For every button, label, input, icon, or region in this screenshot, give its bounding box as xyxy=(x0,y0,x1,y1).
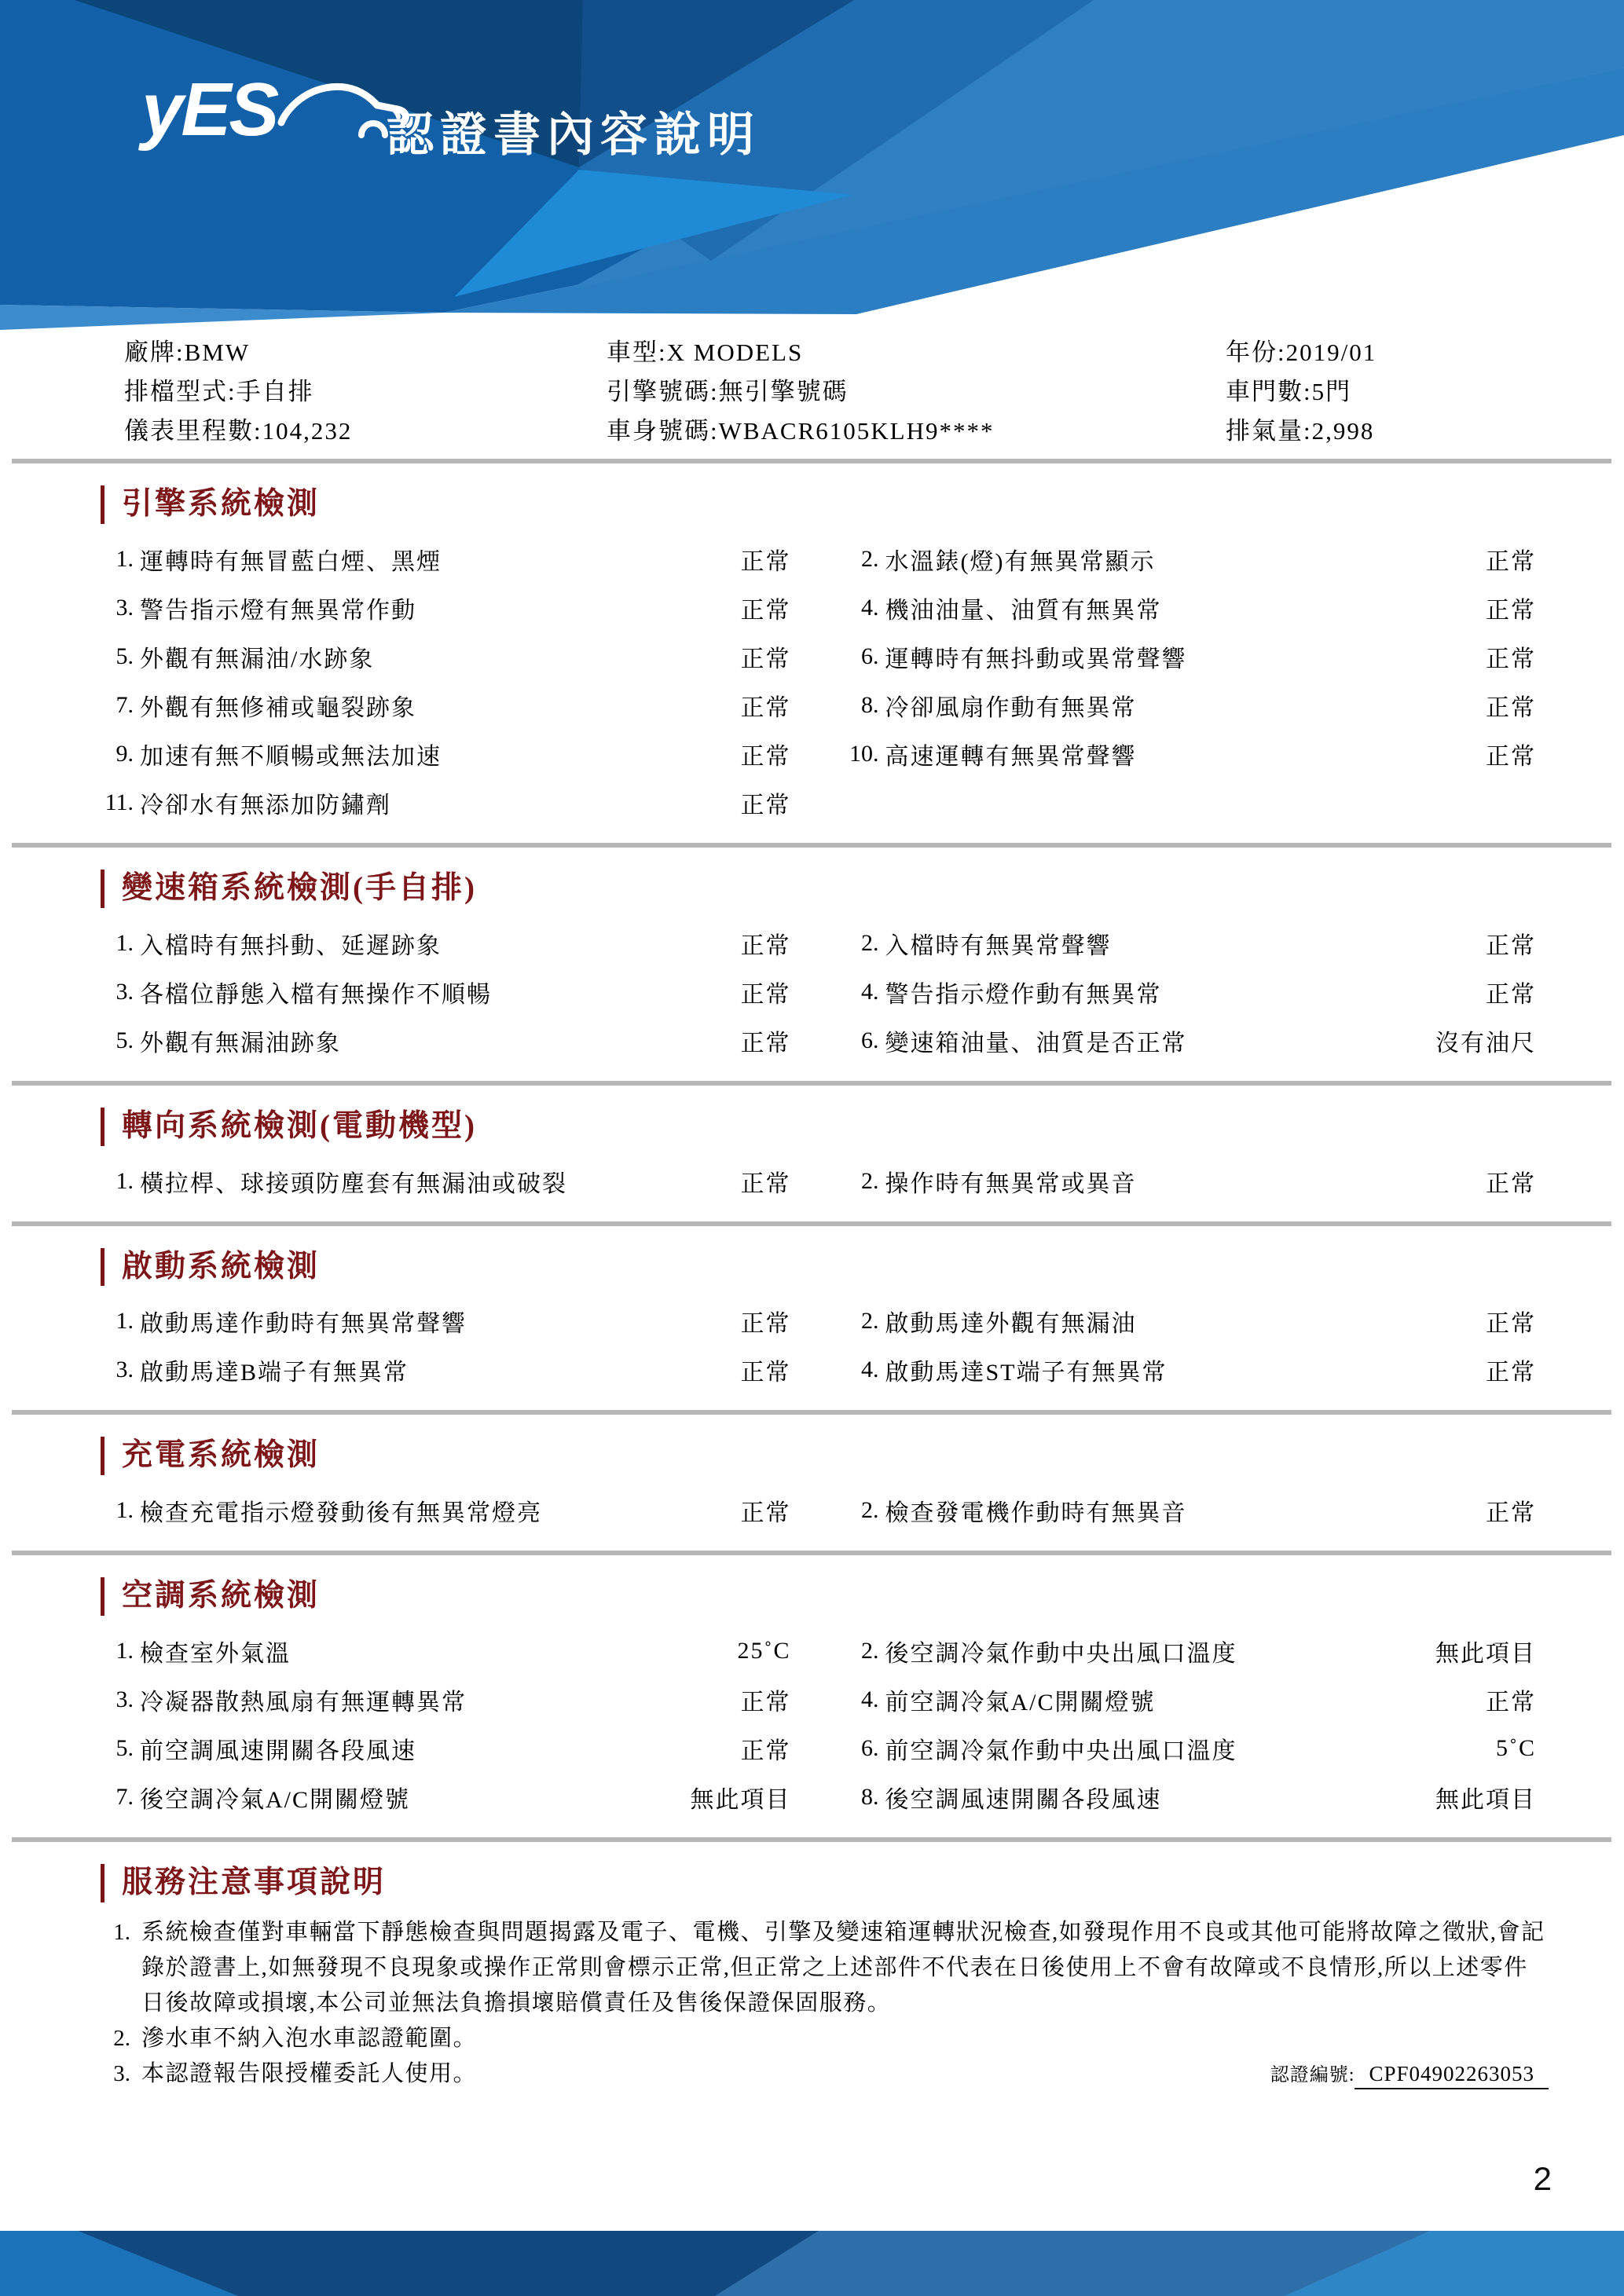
item-status: 正常 xyxy=(740,1360,791,1386)
item-status: 沒有油尺 xyxy=(1435,1030,1536,1056)
item-label: 外觀有無漏油/水跡象 xyxy=(140,646,375,672)
section-divider xyxy=(12,1837,1611,1842)
service-note xyxy=(96,1915,1549,2021)
item-number: 10. xyxy=(849,740,879,767)
note-number: 2. xyxy=(113,2025,130,2051)
item-status: 正常 xyxy=(740,1030,791,1056)
item-status: 正常 xyxy=(1486,1360,1536,1386)
item-number: 3. xyxy=(115,978,134,1005)
item-status: 正常 xyxy=(1486,1500,1536,1527)
section-title: 充電系統檢測 xyxy=(101,1437,1624,1475)
item-label: 運轉時有無冒藍白煙、黑煙 xyxy=(140,548,442,575)
item-number: 1. xyxy=(115,1308,134,1335)
inspection-item xyxy=(837,1627,1537,1675)
inspection-items xyxy=(0,908,1624,1073)
note-text: 滲水車不納入泡水車認證範圍。 xyxy=(141,2025,478,2051)
yes-logo-text: yES xyxy=(141,68,277,152)
inspection-item xyxy=(837,968,1537,1016)
item-label: 後空調風速開關各段風速 xyxy=(885,1787,1162,1814)
item-status: 正常 xyxy=(1486,597,1536,624)
vehicle-info-item: 車門數:5門 xyxy=(1226,378,1352,405)
inspection-item xyxy=(837,1346,1537,1394)
item-label: 外觀有無漏油跡象 xyxy=(140,1030,341,1056)
inspection-item xyxy=(91,919,791,968)
item-number: 7. xyxy=(115,691,134,718)
item-status: 無此項目 xyxy=(1435,1787,1536,1814)
certificate-number-value: CPF04902263053 xyxy=(1355,2062,1549,2089)
item-label: 啟動馬達ST端子有無異常 xyxy=(885,1360,1168,1386)
item-number: 8. xyxy=(861,1784,879,1811)
inspection-item xyxy=(837,1016,1537,1065)
note-text: 系統檢查僅對車輛當下靜態檢查與問題揭露及電子、電機、引擎及變速箱運轉狀況檢查,如發現作用不良或其他可能將故障之徵狀,會記錄於證書上,如無發現不良現象或操作正常則會標示正常,但正常之上述部件不代表在日後使用上不會有故障或不良情形,所以上述零件日後故障或損壞,本公司並無法負擔損壞賠償責任及售後保證保固服務。 xyxy=(141,1919,1545,2016)
item-number: 2. xyxy=(861,1308,879,1335)
certificate-number-label: 認證編號: xyxy=(1270,2064,1355,2085)
page-header xyxy=(0,0,1624,330)
item-status: 無此項目 xyxy=(1435,1641,1536,1668)
inspection-item xyxy=(837,535,1537,584)
section-divider xyxy=(12,1410,1611,1415)
vehicle-info-section xyxy=(0,330,1624,451)
inspection-item xyxy=(837,730,1537,778)
section-divider xyxy=(12,1221,1611,1226)
item-number: 5. xyxy=(115,1735,134,1762)
item-status: 5˚C xyxy=(1496,1735,1536,1762)
item-label: 後空調冷氣作動中央出風口溫度 xyxy=(885,1641,1237,1668)
section-divider xyxy=(12,459,1611,463)
item-label: 操作時有無異常或異音 xyxy=(885,1170,1137,1197)
item-status: 正常 xyxy=(740,743,791,770)
inspection-items xyxy=(0,524,1624,835)
inspection-items xyxy=(0,1616,1624,1829)
page-number: 2 xyxy=(1533,2160,1552,2197)
item-status: 正常 xyxy=(740,1500,791,1527)
page-title: 認證書內容說明 xyxy=(387,108,761,161)
inspection-item xyxy=(91,584,791,632)
inspection-item xyxy=(837,632,1537,681)
inspection-item xyxy=(91,968,791,1016)
item-label: 前空調冷氣A/C開關燈號 xyxy=(885,1690,1156,1716)
inspection-item xyxy=(837,1675,1537,1724)
item-number: 9. xyxy=(115,740,134,767)
item-status: 正常 xyxy=(1486,1690,1536,1716)
footer-background-graphic xyxy=(0,2231,1624,2296)
item-label: 警告指示燈作動有無異常 xyxy=(885,981,1162,1008)
inspection-section xyxy=(0,870,1624,1073)
item-number: 3. xyxy=(115,1357,134,1383)
item-status: 正常 xyxy=(740,932,791,959)
item-status: 正常 xyxy=(740,1738,791,1765)
item-status: 正常 xyxy=(740,1170,791,1197)
item-label: 冷卻水有無添加防鏽劑 xyxy=(140,792,391,818)
item-number: 4. xyxy=(861,594,879,621)
section-title: 引擎系統檢測 xyxy=(101,485,1624,524)
item-number: 3. xyxy=(115,594,134,621)
inspection-section xyxy=(0,1577,1624,1829)
item-status: 正常 xyxy=(740,792,791,818)
item-number: 2. xyxy=(861,1497,879,1524)
item-label: 冷卻風扇作動有無異常 xyxy=(885,694,1137,721)
inspection-items xyxy=(0,1286,1624,1402)
item-label: 檢查發電機作動時有無異音 xyxy=(885,1500,1187,1527)
item-label: 加速有無不順暢或無法加速 xyxy=(140,743,442,770)
item-label: 啟動馬達作動時有無異常聲響 xyxy=(140,1311,467,1338)
item-label: 機油油量、油質有無異常 xyxy=(885,597,1162,624)
item-number: 6. xyxy=(861,1735,879,1762)
item-number: 1. xyxy=(115,1167,134,1194)
inspection-item xyxy=(91,681,791,730)
item-number: 2. xyxy=(861,929,879,956)
item-label: 各檔位靜態入檔有無操作不順暢 xyxy=(140,981,492,1008)
yes-logo xyxy=(141,68,415,154)
inspection-item xyxy=(91,1773,791,1822)
inspection-section xyxy=(0,1248,1624,1403)
inspection-item xyxy=(837,584,1537,632)
item-label: 檢查室外氣溫 xyxy=(140,1641,291,1668)
inspection-item xyxy=(91,1724,791,1773)
section-title: 空調系統檢測 xyxy=(101,1577,1624,1616)
item-number: 1. xyxy=(115,545,134,572)
inspection-item xyxy=(91,1486,791,1535)
section-divider xyxy=(12,1551,1611,1555)
inspection-item xyxy=(91,535,791,584)
item-number: 5. xyxy=(115,643,134,669)
item-status: 正常 xyxy=(1486,694,1536,721)
item-label: 檢查充電指示燈發動後有無異常燈亮 xyxy=(140,1500,542,1527)
item-number: 2. xyxy=(861,1167,879,1194)
vehicle-info-item: 排檔型式:手自排 xyxy=(124,378,314,405)
inspection-item xyxy=(91,1016,791,1065)
vehicle-info-item: 車型:X MODELS xyxy=(607,339,804,366)
item-label: 前空調風速開關各段風速 xyxy=(140,1738,416,1765)
section-divider xyxy=(12,843,1611,848)
item-status: 正常 xyxy=(1486,548,1536,575)
item-label: 入檔時有無抖動、延遲跡象 xyxy=(140,932,442,959)
vehicle-info-item: 儀表里程數:104,232 xyxy=(124,417,353,445)
inspection-item xyxy=(91,1675,791,1724)
section-title: 啟動系統檢測 xyxy=(101,1248,1624,1287)
inspection-item xyxy=(91,1297,791,1346)
vehicle-info-item: 排氣量:2,998 xyxy=(1226,417,1375,445)
item-status: 正常 xyxy=(1486,743,1536,770)
inspection-item xyxy=(91,1627,791,1675)
item-status: 正常 xyxy=(740,1311,791,1338)
inspection-item xyxy=(837,681,1537,730)
item-status: 正常 xyxy=(1486,1311,1536,1338)
inspection-section xyxy=(0,1108,1624,1214)
inspection-item xyxy=(837,1486,1537,1535)
inspection-item xyxy=(91,632,791,681)
inspection-item xyxy=(837,1297,1537,1346)
item-number: 1. xyxy=(115,1638,134,1664)
item-label: 變速箱油量、油質是否正常 xyxy=(885,1030,1187,1056)
item-status: 25˚C xyxy=(737,1638,791,1664)
inspection-items xyxy=(0,1146,1624,1214)
item-status: 無此項目 xyxy=(690,1787,791,1814)
note-text: 本認證報告限授權委託人使用。 xyxy=(141,2060,478,2086)
item-label: 啟動馬達B端子有無異常 xyxy=(140,1360,409,1386)
service-note xyxy=(96,2021,1549,2056)
item-status: 正常 xyxy=(740,597,791,624)
item-number: 11. xyxy=(104,789,134,815)
inspection-item xyxy=(91,730,791,778)
item-number: 4. xyxy=(861,978,879,1005)
header-background-graphic xyxy=(0,0,1624,330)
page-footer xyxy=(0,2231,1624,2296)
item-number: 7. xyxy=(115,1784,134,1811)
item-label: 水溫錶(燈)有無異常顯示 xyxy=(885,548,1156,575)
inspection-item xyxy=(91,1157,791,1206)
item-status: 正常 xyxy=(1486,981,1536,1008)
item-label: 高速運轉有無異常聲響 xyxy=(885,743,1137,770)
item-number: 2. xyxy=(861,545,879,572)
item-number: 6. xyxy=(861,1027,879,1053)
item-label: 冷凝器散熱風扇有無運轉異常 xyxy=(140,1690,467,1716)
section-title: 服務注意事項說明 xyxy=(101,1864,1624,1902)
item-label: 後空調冷氣A/C開關燈號 xyxy=(140,1787,411,1814)
vehicle-info-item: 年份:2019/01 xyxy=(1226,339,1377,366)
inspection-item xyxy=(837,919,1537,968)
item-status: 正常 xyxy=(740,1690,791,1716)
vehicle-info-item: 車身號碼:WBACR6105KLH9**** xyxy=(607,417,995,445)
item-number: 4. xyxy=(861,1357,879,1383)
inspection-item xyxy=(837,1157,1537,1206)
inspection-item xyxy=(837,1724,1537,1773)
item-number: 5. xyxy=(115,1027,134,1053)
inspection-sections xyxy=(0,485,1624,1842)
item-number: 1. xyxy=(115,1497,134,1524)
section-title: 轉向系統檢測(電動機型) xyxy=(101,1108,1624,1146)
section-title: 變速箱系統檢測(手自排) xyxy=(101,870,1624,908)
vehicle-info-item: 廠牌:BMW xyxy=(124,339,251,366)
inspection-item xyxy=(91,1346,791,1394)
item-status: 正常 xyxy=(740,548,791,575)
item-status: 正常 xyxy=(1486,646,1536,672)
item-label: 橫拉桿、球接頭防塵套有無漏油或破裂 xyxy=(140,1170,567,1197)
item-number: 6. xyxy=(861,643,879,669)
item-label: 啟動馬達外觀有無漏油 xyxy=(885,1311,1137,1338)
vehicle-info-item: 引擎號碼:無引擎號碼 xyxy=(607,378,849,405)
item-status: 正常 xyxy=(740,694,791,721)
section-divider xyxy=(12,1081,1611,1086)
item-label: 運轉時有無抖動或異常聲響 xyxy=(885,646,1187,672)
item-number: 4. xyxy=(861,1686,879,1713)
item-status: 正常 xyxy=(740,981,791,1008)
item-label: 入檔時有無異常聲響 xyxy=(885,932,1112,959)
item-number: 8. xyxy=(861,691,879,718)
item-status: 正常 xyxy=(1486,1170,1536,1197)
item-number: 1. xyxy=(115,929,134,956)
item-status: 正常 xyxy=(1486,932,1536,959)
item-label: 外觀有無修補或龜裂跡象 xyxy=(140,694,416,721)
note-number: 1. xyxy=(113,1919,130,1945)
item-label: 警告指示燈有無異常作動 xyxy=(140,597,416,624)
inspection-section xyxy=(0,1437,1624,1543)
inspection-section xyxy=(0,485,1624,835)
item-label: 前空調冷氣作動中央出風口溫度 xyxy=(885,1738,1237,1765)
item-status: 正常 xyxy=(740,646,791,672)
inspection-item xyxy=(91,778,791,827)
inspection-items xyxy=(0,1475,1624,1543)
inspection-item xyxy=(837,1773,1537,1822)
service-notes-section xyxy=(0,1864,1624,2089)
item-number: 3. xyxy=(115,1686,134,1713)
note-number: 3. xyxy=(113,2060,130,2086)
item-number: 2. xyxy=(861,1638,879,1664)
